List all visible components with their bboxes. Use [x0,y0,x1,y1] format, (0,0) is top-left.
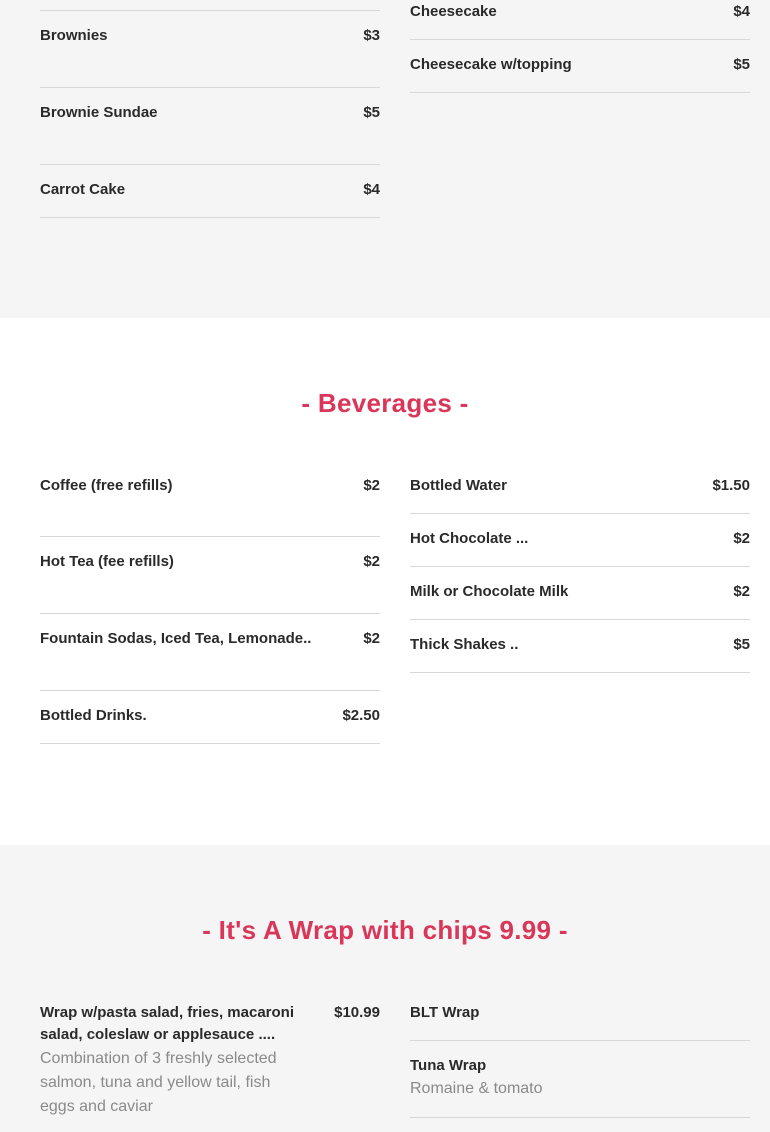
section-heading: - Beverages - [301,388,469,418]
menu-item-name: Wrap w/pasta salad, fries, macaroni salad, coleslaw or applesauce .... [40,1004,294,1043]
menu-item [410,567,750,620]
beverages-section [0,318,770,845]
menu-item-name: Thick Shakes .. [410,636,519,653]
menu-item [40,88,380,165]
menu-item-price: $2.50 [342,707,380,724]
beverages-left-column [40,475,380,744]
menu-item [40,1002,380,1119]
menu-item [40,614,380,691]
menu-item-price: $5 [733,636,750,653]
menu-item [40,165,380,218]
menu-item [410,620,750,673]
section-heading: - It's A Wrap with chips 9.99 - [202,915,568,945]
menu-item-price: $2 [363,477,380,494]
menu-item-price: $3 [363,27,380,44]
menu-item [410,40,750,93]
menu-item-price: $5 [733,56,750,73]
menu-item-name: Fountain Sodas, Iced Tea, Lemonade.. [40,630,312,647]
wraps-right-column [410,1002,750,1118]
menu-item-price: $1.50 [712,477,750,494]
desserts-right-column [410,0,750,93]
menu-item [410,514,750,567]
menu-item-price: $4 [733,3,750,20]
menu-divider [40,0,380,11]
menu-item-price: $10.99 [334,1004,380,1021]
menu-item-name: Hot Chocolate ... [410,530,529,547]
menu-item-price: $4 [363,181,380,198]
menu-item-name: Tuna Wrap [410,1057,487,1074]
menu-item-name: Coffee (free refills) [40,477,173,494]
menu-item-name: Brownies [40,27,108,44]
menu-item [410,0,750,40]
desserts-section [0,0,770,318]
menu-item-name: Cheesecake w/topping [410,56,572,73]
menu-item-price: $2 [363,553,380,570]
menu-item-price: $5 [363,104,380,121]
menu-item-price: $2 [733,583,750,600]
menu-item [40,475,380,537]
menu-item [40,537,380,614]
menu-item-price: $2 [733,530,750,547]
menu-item [40,691,380,744]
menu-item-name: Cheesecake [410,3,497,20]
beverages-right-column [410,475,750,673]
wraps-left-column [40,1002,380,1119]
desserts-left-column [40,0,380,218]
menu-item-name: BLT Wrap [410,1004,480,1021]
menu-item [410,1041,750,1118]
menu-item-name: Bottled Drinks. [40,707,147,724]
menu-item-description: Combination of 3 freshly selected salmon, tuna and yellow tail, fish eggs and caviar [40,1050,277,1115]
menu-item-price: $2 [363,630,380,647]
menu-item-name: Carrot Cake [40,181,126,198]
menu-item-description: Romaine & tomato [410,1080,543,1097]
menu-item [40,11,380,88]
wraps-section [0,845,770,1132]
menu-item-name: Brownie Sundae [40,104,158,121]
menu-item [410,475,750,514]
menu-item [410,1002,750,1041]
menu-item-name: Milk or Chocolate Milk [410,583,569,600]
menu-item-name: Bottled Water [410,477,507,494]
menu-item-name: Hot Tea (fee refills) [40,553,174,570]
